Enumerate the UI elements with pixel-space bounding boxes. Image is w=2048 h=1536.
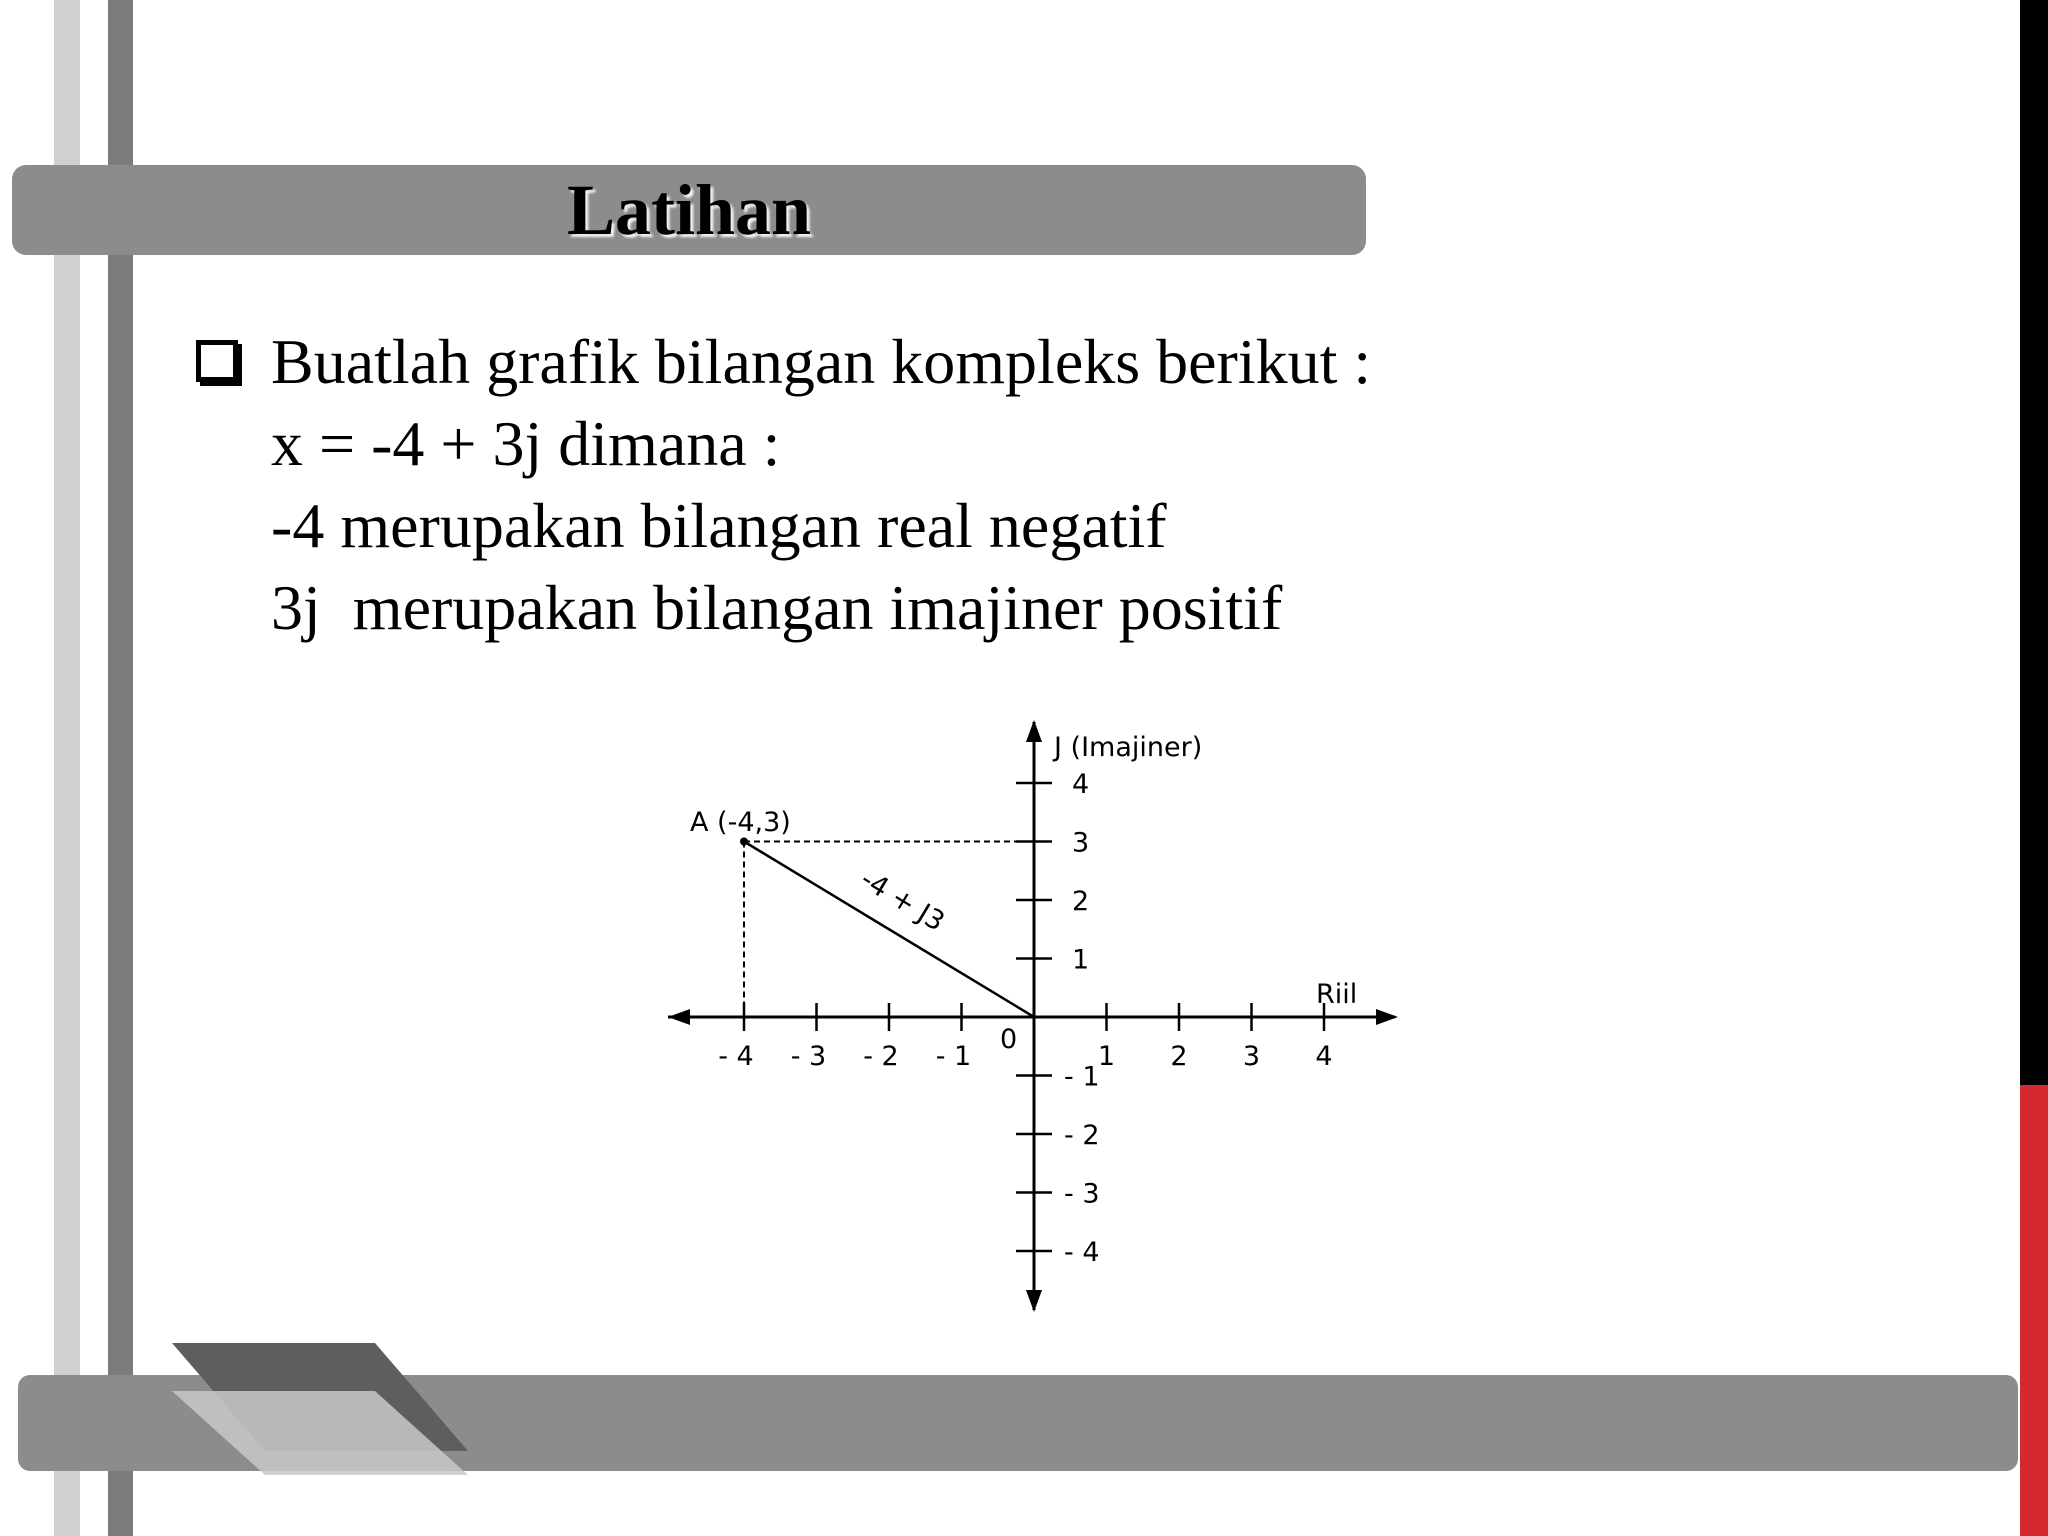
y-tick-label: 4 — [1072, 769, 1090, 800]
bullet-line-2: x = -4 + 3j dimana : — [271, 408, 781, 479]
y-tick-label: - 3 — [1064, 1178, 1100, 1210]
bullet-line-1: Buatlah grafik bilangan kompleks berikut : — [271, 326, 1372, 397]
right-edge-red — [2020, 1085, 2048, 1536]
x-tick-label: 3 — [1242, 1041, 1261, 1072]
x-ticks — [718, 1003, 1332, 1072]
y-tick-label: - 1 — [1064, 1061, 1100, 1093]
vector-line — [744, 842, 1034, 1018]
real-axis-left-arrow-icon — [668, 1009, 690, 1025]
right-edge-black — [2020, 0, 2048, 1085]
footer-decor-shape — [0, 1330, 520, 1480]
x-tick-label: 2 — [1170, 1041, 1188, 1072]
bullet-line-3: -4 merupakan bilangan real negatif — [271, 490, 1167, 561]
y-tick-label: - 4 — [1064, 1237, 1100, 1268]
x-tick-label: - 4 — [718, 1041, 754, 1072]
x-tick-label: - 2 — [863, 1041, 899, 1072]
point-a-label: A (-4,3) — [690, 807, 791, 838]
origin-label: 0 — [1000, 1024, 1018, 1055]
point-a-marker — [740, 838, 748, 846]
x-tick-label: - 3 — [790, 1041, 827, 1072]
slide-title: Latihan — [566, 170, 812, 250]
x-tick-label: 4 — [1315, 1041, 1333, 1072]
x-axis-label: Riil — [1316, 979, 1358, 1010]
imaginary-axis-up-arrow-icon — [1026, 720, 1042, 742]
imaginary-axis-down-arrow-icon — [1026, 1290, 1042, 1312]
bullet-line-4: 3j merupakan bilangan imajiner positif — [271, 572, 1283, 643]
y-tick-label: 2 — [1072, 886, 1090, 917]
y-tick-label: - 2 — [1064, 1120, 1100, 1151]
x-tick-label: 1 — [1097, 1041, 1116, 1072]
y-tick-label: 1 — [1072, 944, 1090, 976]
vector-label: -4 + J3 — [855, 863, 950, 938]
y-axis-label: J (Imajiner) — [1054, 732, 1203, 763]
real-axis-right-arrow-icon — [1376, 1009, 1398, 1025]
y-tick-label: 3 — [1072, 827, 1090, 859]
x-tick-label: - 1 — [935, 1041, 972, 1072]
